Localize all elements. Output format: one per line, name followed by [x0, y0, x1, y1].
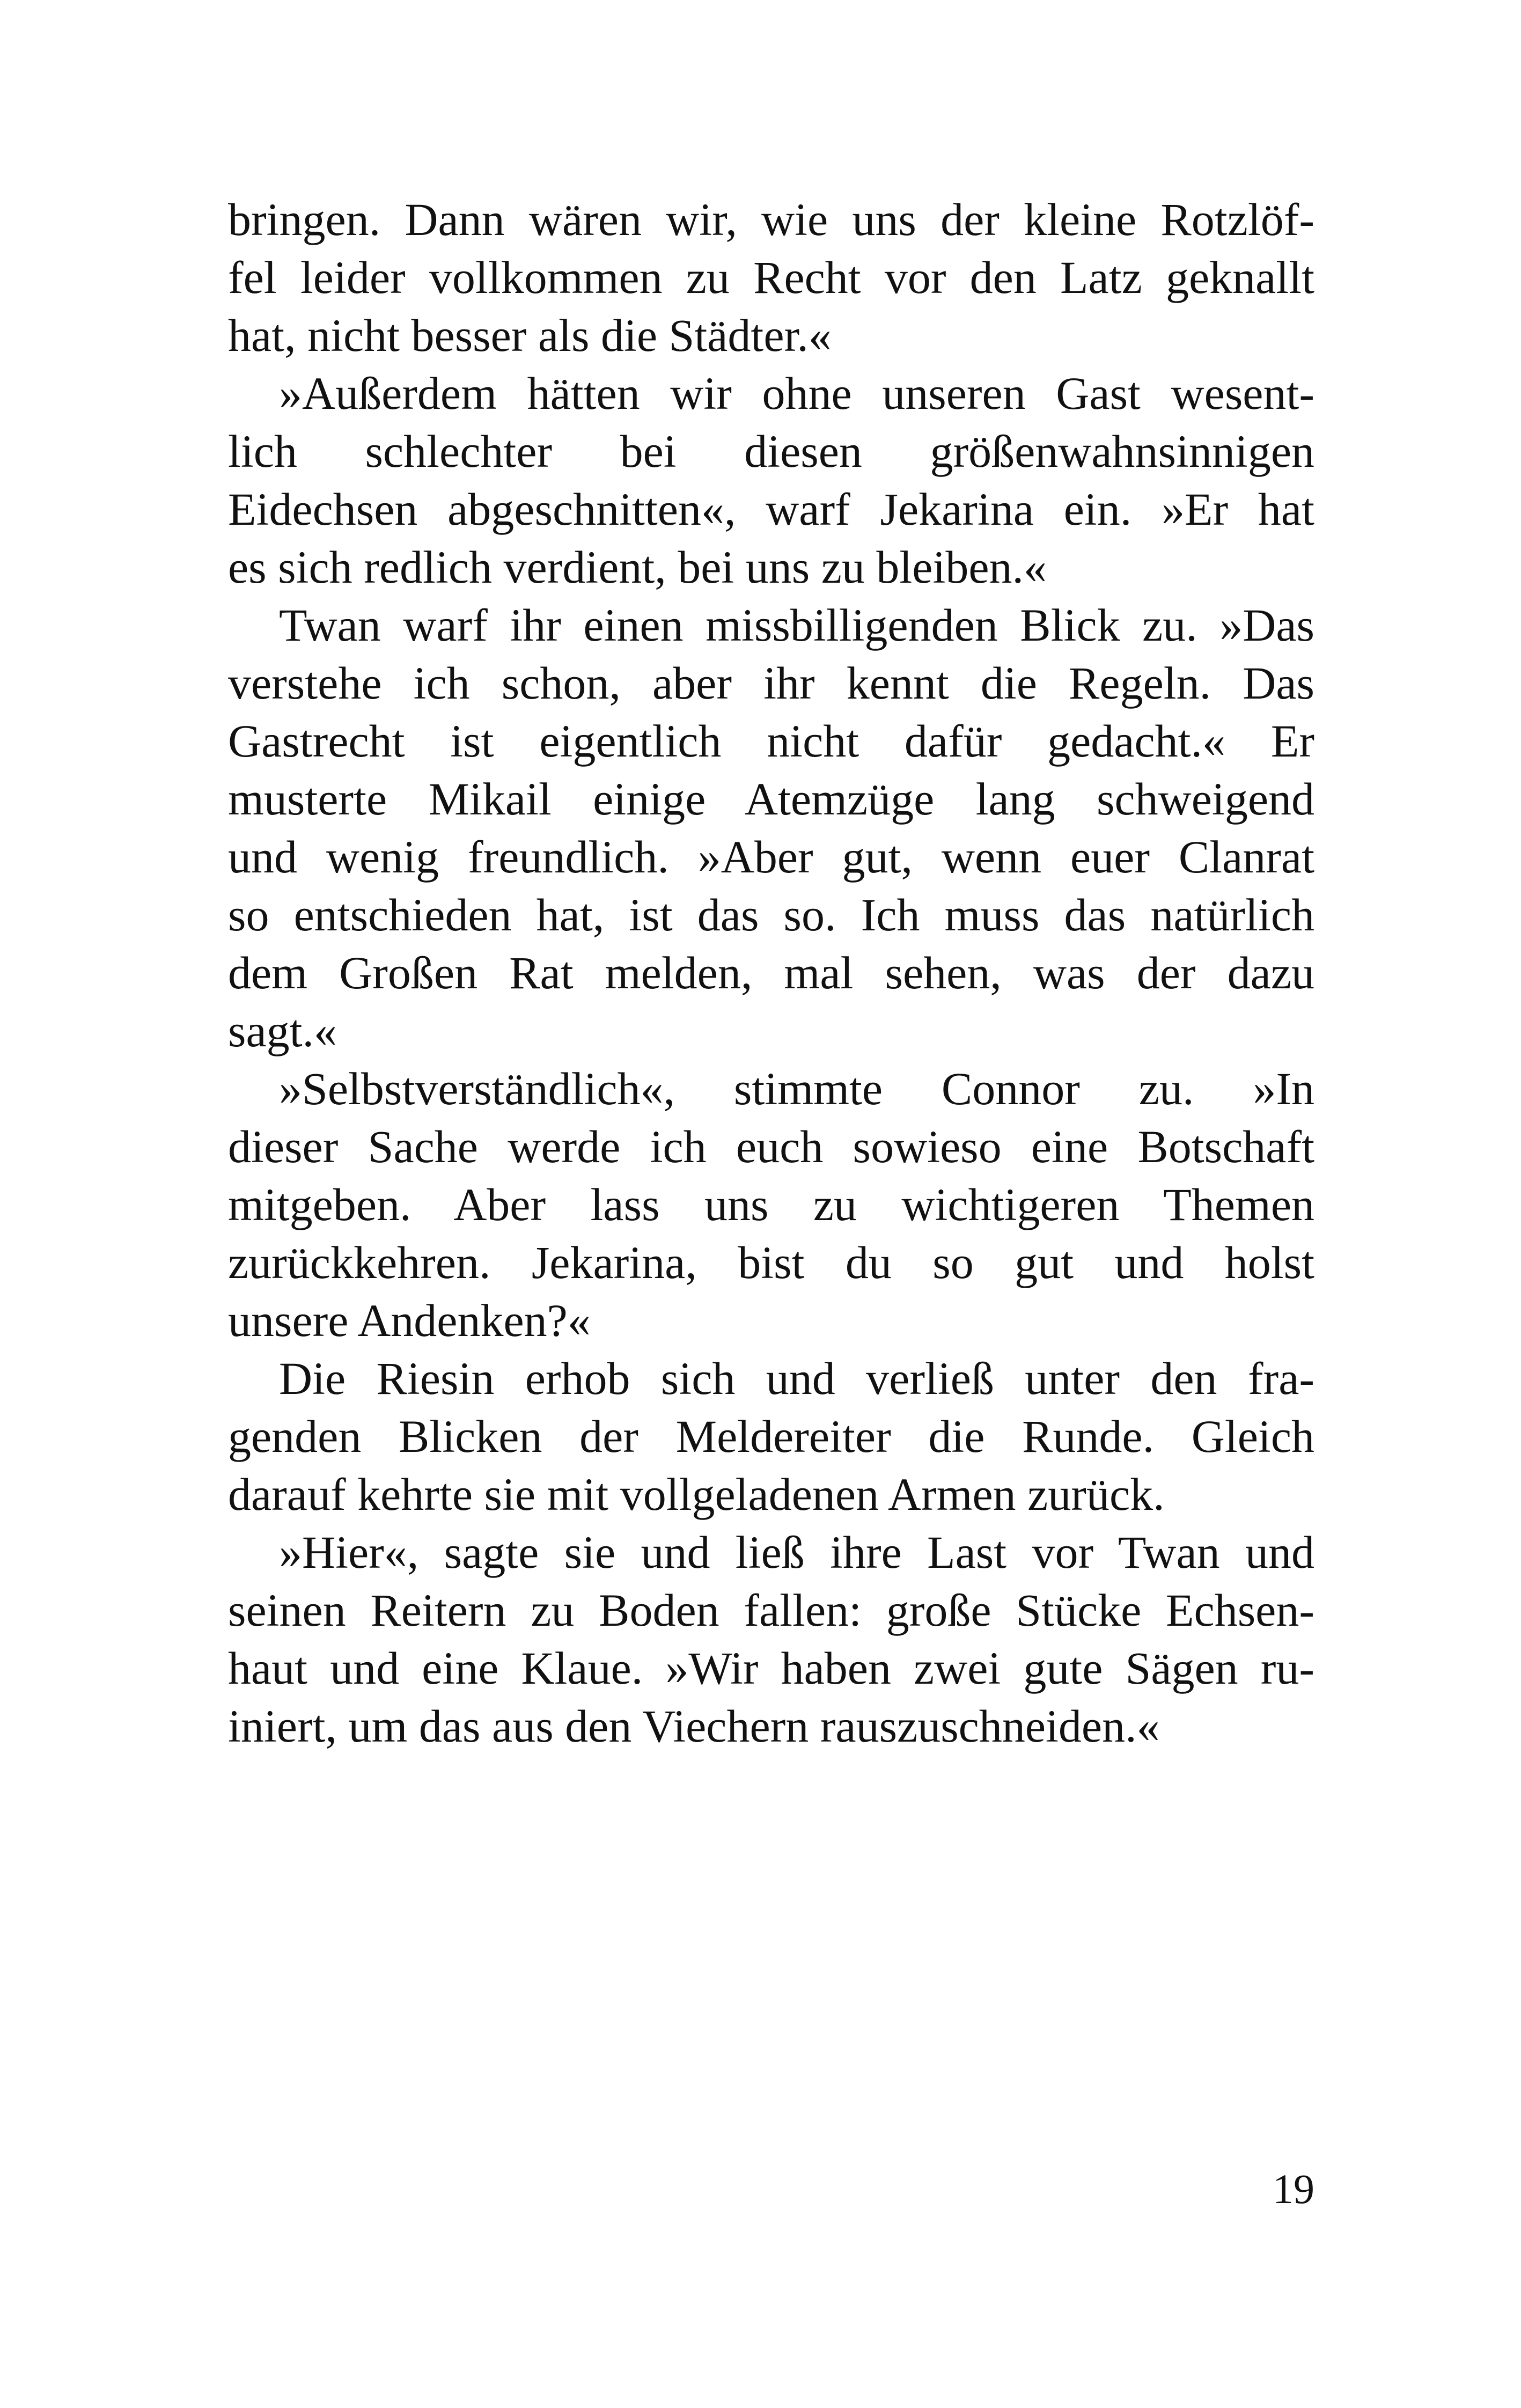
- text-line: fel leider vollkommen zu Recht vor den Latz geknallt: [228, 252, 1314, 303]
- text-line: sagt.«: [228, 1005, 337, 1056]
- text-line: Die Riesin erhob sich und verließ unter den fra-: [279, 1353, 1314, 1404]
- text-line: lich schlechter bei diesen größenwahnsinnigen: [228, 425, 1314, 477]
- paragraph-1: [228, 190, 1314, 364]
- text-line: Twan warf ihr einen missbilligenden Blick zu. »Das: [279, 599, 1314, 651]
- paragraph-2: [228, 364, 1314, 596]
- paragraph-4: [228, 1060, 1314, 1349]
- text-line: »Hier«, sagte sie und ließ ihre Last vor Twan und: [279, 1526, 1314, 1578]
- text-line: mitgeben. Aber lass uns zu wichtigeren Themen: [228, 1179, 1314, 1230]
- text-line: »Selbstverständlich«, stimmte Connor zu. »In: [279, 1063, 1314, 1114]
- text-line: und wenig freundlich. »Aber gut, wenn euer Clanrat: [228, 831, 1314, 883]
- body-text: [228, 190, 1314, 1755]
- text-line: genden Blicken der Meldereiter die Runde. Gleich: [228, 1411, 1314, 1462]
- text-line: dem Großen Rat melden, mal sehen, was der dazu: [228, 947, 1314, 999]
- text-line: Gastrecht ist eigentlich nicht dafür gedacht.« Er: [228, 715, 1314, 767]
- paragraph-3: [228, 596, 1314, 1060]
- text-line: seinen Reitern zu Boden fallen: große Stücke Echsen-: [228, 1584, 1314, 1636]
- text-line: »Außerdem hätten wir ohne unseren Gast wesent-: [279, 368, 1314, 419]
- text-line: hat, nicht besser als die Städter.«: [228, 310, 832, 361]
- paragraph-6: [228, 1523, 1314, 1755]
- text-line: es sich redlich verdient, bei uns zu bleiben.«: [228, 541, 1047, 593]
- text-line: so entschieden hat, ist das so. Ich muss das natürlich: [228, 889, 1314, 941]
- text-line: haut und eine Klaue. »Wir haben zwei gute Sägen ru-: [228, 1642, 1314, 1694]
- text-line: musterte Mikail einige Atemzüge lang schweigend: [228, 773, 1314, 825]
- text-line: verstehe ich schon, aber ihr kennt die Regeln. Das: [228, 657, 1314, 709]
- text-line: dieser Sache werde ich euch sowieso eine Botschaft: [228, 1121, 1314, 1172]
- text-line: Eidechsen abgeschnitten«, warf Jekarina ein. »Er hat: [228, 483, 1314, 535]
- text-line: bringen. Dann wären wir, wie uns der kleine Rotzlöf-: [228, 194, 1314, 245]
- text-line: zurückkehren. Jekarina, bist du so gut und holst: [228, 1237, 1314, 1288]
- page-number: 19: [1273, 2165, 1314, 2212]
- paragraph-5: [228, 1349, 1314, 1523]
- text-line: darauf kehrte sie mit vollgeladenen Armen zurück.: [228, 1469, 1165, 1520]
- text-line: iniert, um das aus den Viechern rauszuschneiden.«: [228, 1700, 1160, 1752]
- text-line: unsere Andenken?«: [228, 1295, 591, 1346]
